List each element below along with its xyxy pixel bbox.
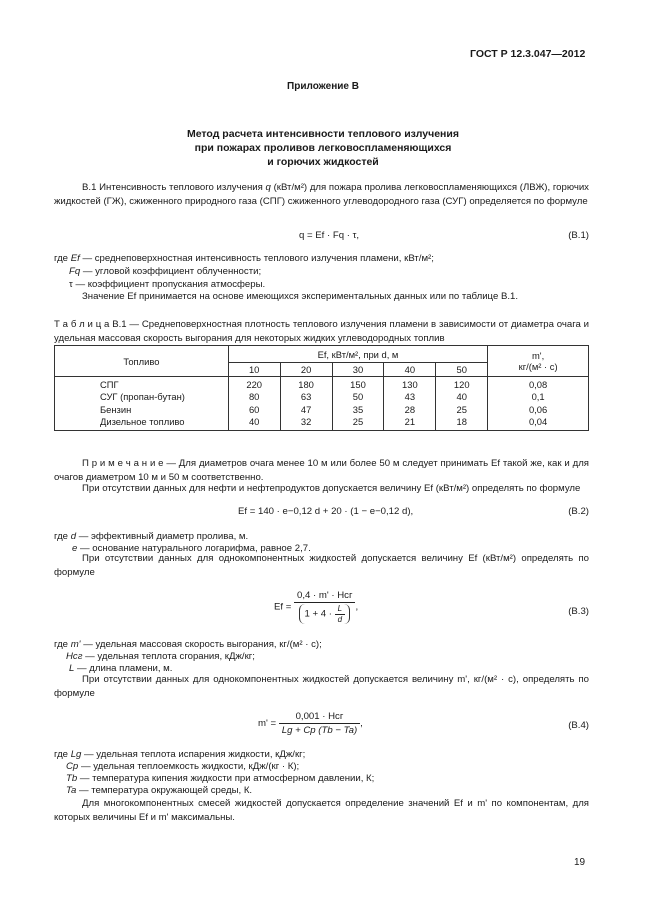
equation-number-b3: (В.3) [568, 606, 589, 617]
paragraph-single-component-m: При отсутствии данных для однокомпонентных жидкостей допускается величину m', кг/(м² · с), определять по формуле [54, 674, 589, 699]
section-title-line-2: при пожарах проливов легковоспламеняющихся [194, 142, 452, 154]
equation-b3: Ef = 0,4 · m' · Hсг 1 + 4 · $\frac{L}{d}$ , [274, 590, 359, 624]
paragraph-oil: При отсутствии данных для нефти и нефтепродуктов допускается величину Ef (кВт/м²) определять по формуле [82, 483, 581, 494]
definition-ef: где Ef — среднеповерхностная интенсивность теплового излучения пламени, кВт/м²; [54, 253, 434, 264]
definition-cp: Cp — удельная теплоемкость жидкости, кДж/(кг · К); [66, 761, 300, 772]
definition-m: где m' — удельная массовая скорость выгорания, кг/(м² · с); [54, 639, 322, 650]
definition-hsg: Hсг — удельная теплота сгорания, кДж/кг; [66, 651, 255, 662]
paragraph-multicomponent: Для многокомпонентных смесей жидкостей допускается определение значений Ef и m' по компонентам, для которых величины Ef и m' максимальны. [54, 798, 589, 823]
fuel-table [54, 345, 589, 431]
definition-d: где d — эффективный диаметр пролива, м. [54, 531, 249, 542]
definition-lg: где Lg — удельная теплота испарения жидкости, кДж/кг; [54, 749, 306, 760]
definition-tb: Tb — температура кипения жидкости при атмосферном давлении, К; [66, 773, 375, 784]
table-caption: Т а б л и ц а В.1 — Среднеповерхностная плотность теплового излучения пламени в зависимости от диаметра очага и удельная массовая скорость выгорания для некоторых жидких углеводородных топлив [54, 319, 589, 344]
definition-fq: Fq — угловой коэффициент облученности; [69, 266, 262, 277]
definition-ta: Ta — температура окружающей среды, К. [66, 785, 253, 796]
definition-tau: τ — коэффициент пропускания атмосферы. [69, 279, 266, 290]
equation-b4: m' = $\frac{\text{0,001 · Hсг}}{Lg + Cp (Tb - Ta)}$ , [258, 711, 363, 736]
definition-l: L — длина пламени, м. [69, 663, 173, 674]
equation-number-b1: (В.1) [568, 230, 589, 241]
table-header-diameter: 40 [384, 363, 436, 377]
appendix-title: Приложение В [287, 81, 359, 92]
table-header-diameter: 20 [280, 363, 332, 377]
table-header-m: m', кг/(м² · с) [488, 346, 589, 377]
table-col-m: 0,08 0,1 0,06 0,04 [488, 377, 589, 431]
table-note: П р и м е ч а н и е — Для диаметров очага менее 10 м или более 50 м следует принимать Ef такой же, как и для очагов диаметром 10 м и 50 м соответственно. [54, 458, 589, 483]
table-col-10: 220 80 60 40 [228, 377, 280, 431]
table-body [55, 377, 589, 431]
table-header-diameter: 50 [436, 363, 488, 377]
equation-b2: Ef = 140 · e−0,12 d + 20 · (1 − e−0,12 d), [238, 506, 414, 517]
paragraph-b1: В.1 Интенсивность теплового излучения q (кВт/м²) для пожара пролива легковоспламеняющихся (ЛВЖ), горючих жидкостей (ГЖ), сжиженного природного газа (СПГ) сжиженного углеводородного газа (СУГ) определяется по формуле [54, 182, 589, 207]
standard-code: ГОСТ Р 12.3.047—2012 [470, 48, 586, 60]
table-header-diameter: 10 [228, 363, 280, 377]
table-header-diameter: 30 [332, 363, 384, 377]
equation-b1: q = Ef · Fq · τ, [299, 230, 360, 241]
page-number: 19 [574, 857, 586, 868]
definition-note: Значение Ef принимается на основе имеющихся экспериментальных данных или по таблице В.1. [82, 291, 519, 302]
section-title-line-3: и горючих жидкостей [267, 156, 379, 168]
equation-number-b4: (В.4) [568, 720, 589, 731]
equation-number-b2: (В.2) [568, 506, 589, 517]
definition-e: e — основание натурального логарифма, равное 2,7. [72, 543, 311, 554]
table-col-30: 150 50 35 25 [332, 377, 384, 431]
table-col-40: 130 43 28 21 [384, 377, 436, 431]
table-header-ef: Ef, кВт/м², при d, м [228, 346, 487, 363]
section-title-line-1: Метод расчета интенсивности теплового излучения [186, 128, 459, 140]
table-col-50: 120 40 25 18 [436, 377, 488, 431]
table-header-fuel: Топливо [55, 346, 229, 377]
table-col-20: 180 63 47 32 [280, 377, 332, 431]
table-fuel-column: СПГ СУГ (пропан-бутан) Бензин Дизельное топливо [55, 377, 229, 431]
paragraph-single-component-ef: При отсутствии данных для однокомпонентных жидкостей допускается величину Ef (кВт/м²) определять по формуле [54, 553, 589, 578]
